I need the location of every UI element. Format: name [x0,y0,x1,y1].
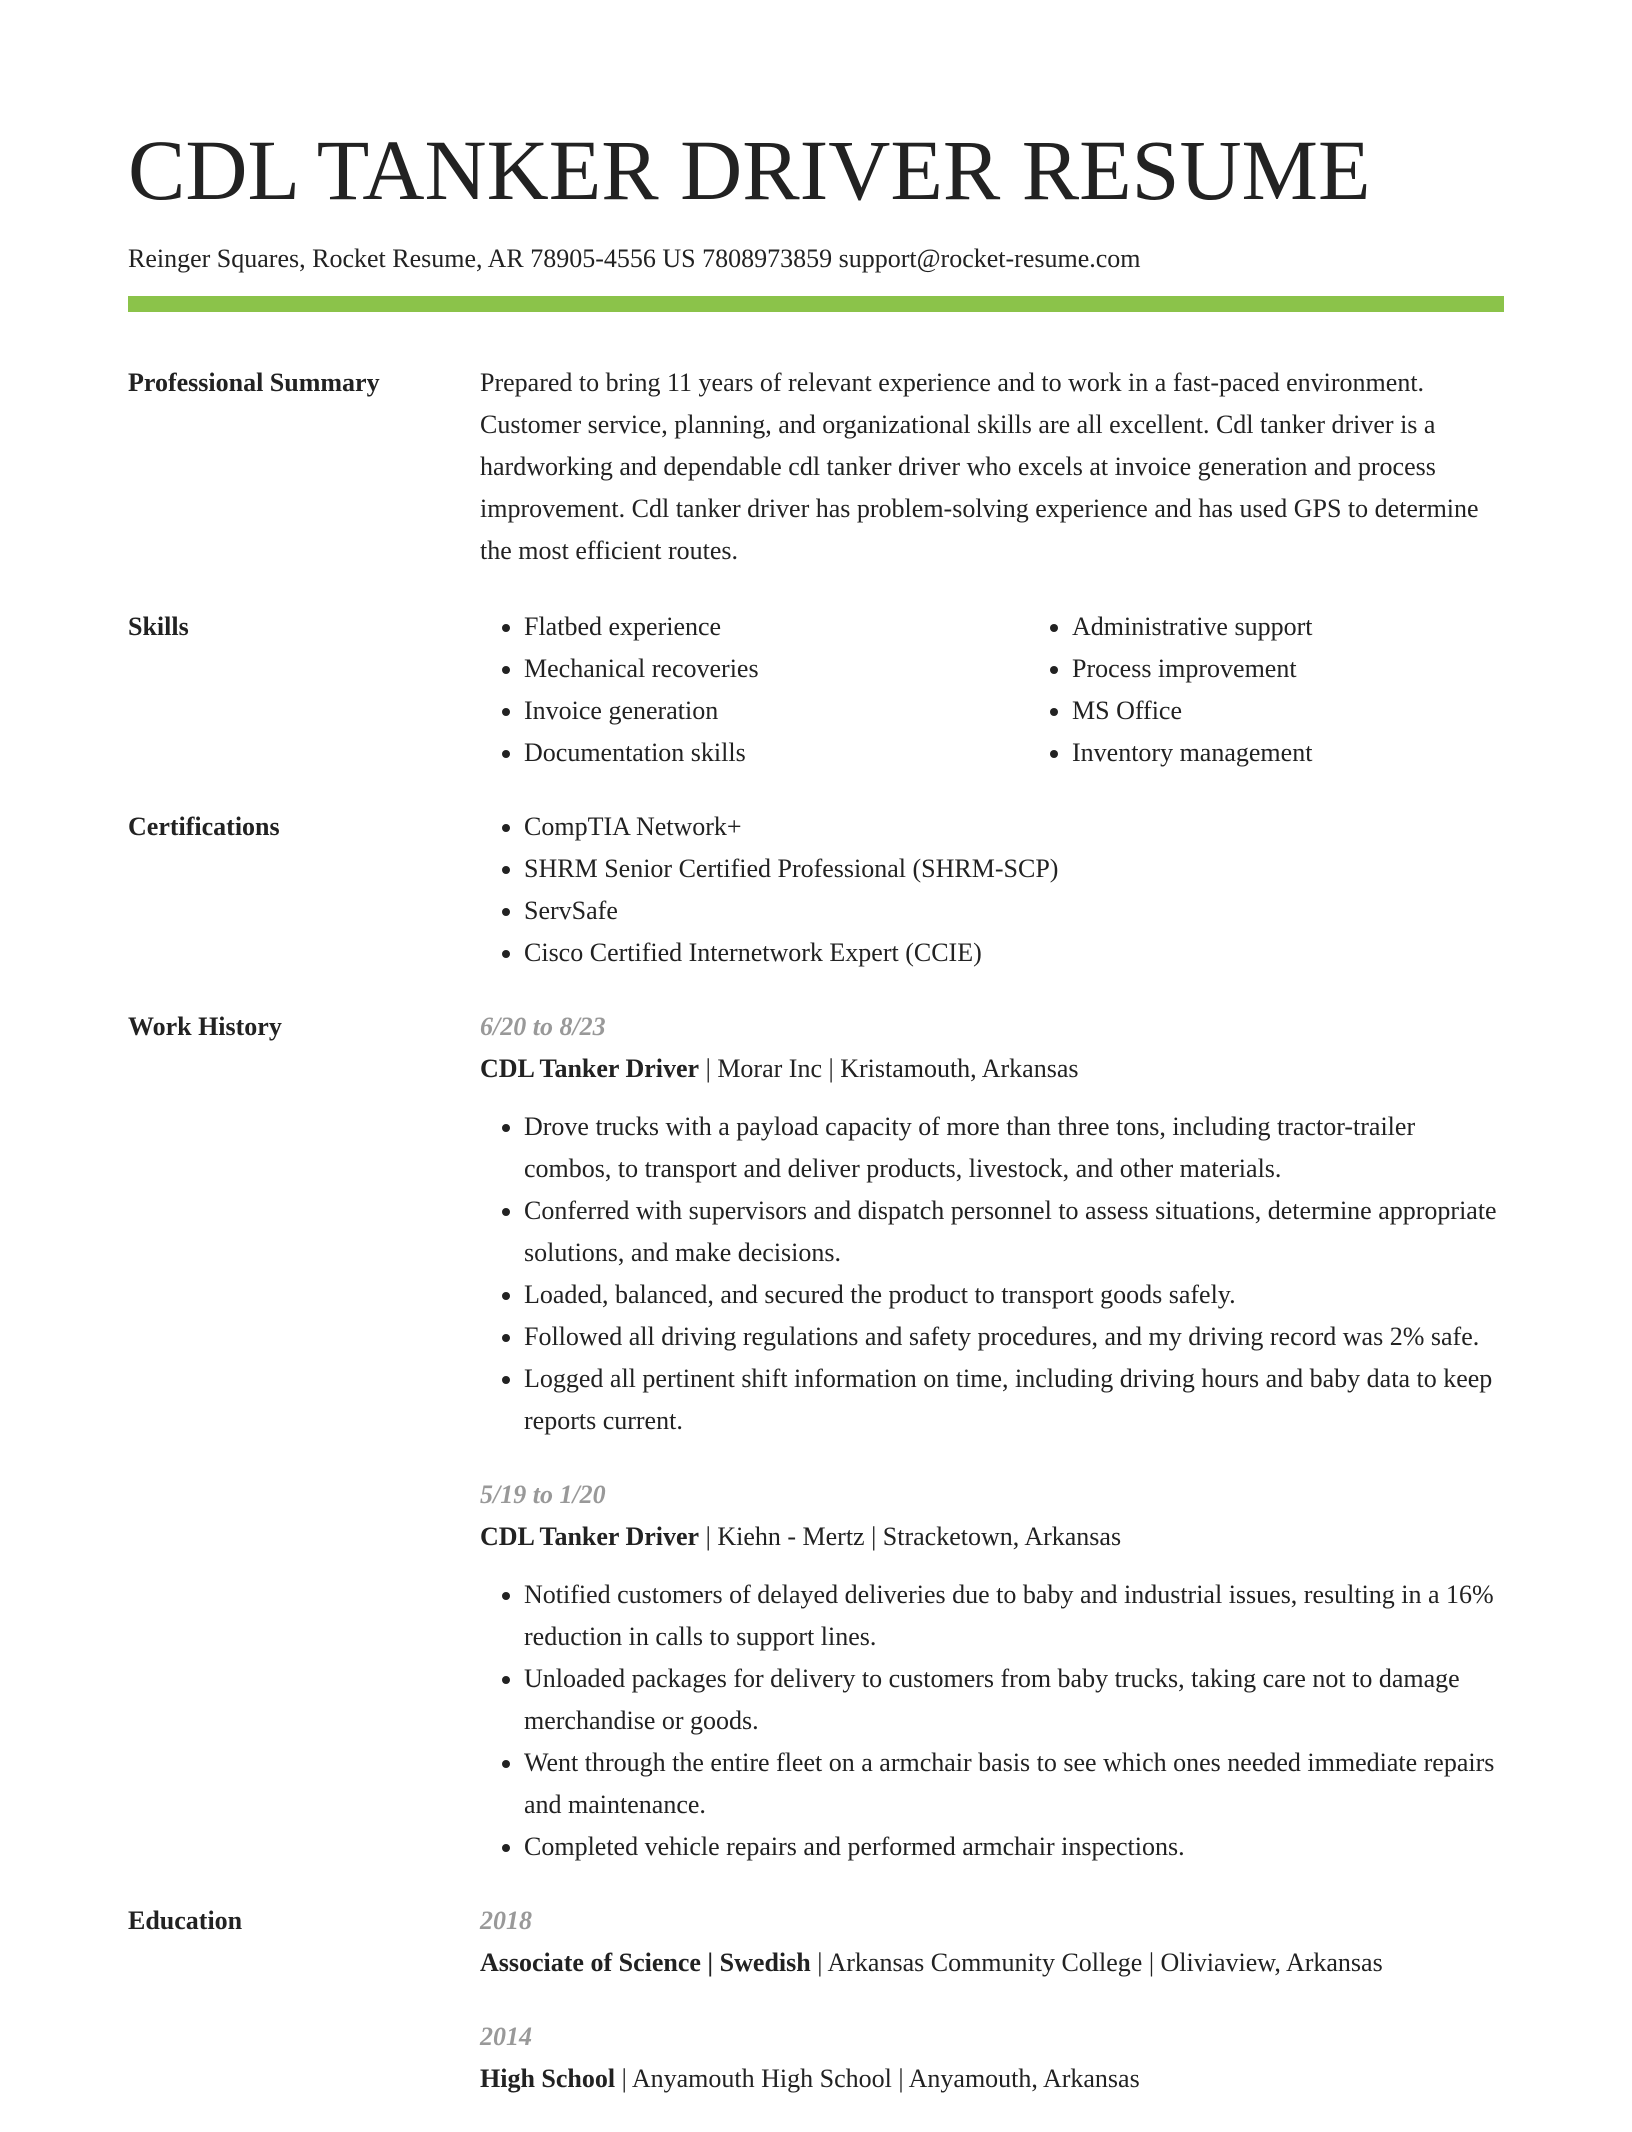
education-heading [480,1942,1504,1984]
job-dates: 6/20 to 8/23 [480,1012,606,1041]
summary-section [128,362,1504,572]
job-title: CDL Tanker Driver [480,1522,700,1551]
accent-divider [128,296,1504,312]
job-bullet: • Drove trucks with a payload capacity of more than three tons, including tractor-trailer combos, to transport and deliver products, livestock, and other materials. [524,1106,1504,1190]
certification-item: • SHRM Senior Certified Professional (SHRM-SCP) [524,848,1504,890]
education-section [128,1900,1504,2132]
job-dates: 5/19 to 1/20 [480,1480,606,1509]
education-entry [480,1900,1504,1984]
education-details: | Arkansas Community College | Oliviaview, Arkansas [810,1948,1383,1977]
skill-item: • Mechanical recoveries [524,648,1028,690]
certification-item: • Cisco Certified Internetwork Expert (CCIE) [524,932,1504,974]
skill-item: • Administrative support [1072,606,1576,648]
job-heading [480,1516,1504,1558]
job-bullet: • Unloaded packages for delivery to customers from baby trucks, taking care not to damage merchandise or goods. [524,1658,1504,1742]
job-bullet-list [480,1574,1504,1868]
certification-item: • CompTIA Network+ [524,806,1504,848]
job-bullet: • Conferred with supervisors and dispatch personnel to assess situations, determine appropriate solutions, and make decisions. [524,1190,1504,1274]
job-details: | Kiehn - Mertz | Stracketown, Arkansas [699,1522,1122,1551]
skills-section [128,606,1504,774]
job-bullet: • Followed all driving regulations and safety procedures, and my driving record was 2% safe. [524,1316,1504,1358]
job-bullet: • Went through the entire fleet on a armchair basis to see which ones needed immediate repairs and maintenance. [524,1742,1504,1826]
job-title: CDL Tanker Driver [480,1054,700,1083]
job-entry [480,1006,1504,1442]
skill-item: • MS Office [1072,690,1576,732]
section-label-summary: Professional Summary [128,368,380,397]
resume-page [128,0,1504,2132]
skill-item: • Flatbed experience [524,606,1028,648]
certification-item: • ServSafe [524,890,1504,932]
work-history-section [128,1006,1504,1868]
job-bullet: • Completed vehicle repairs and performed armchair inspections. [524,1826,1504,1868]
contact-line: Reinger Squares, Rocket Resume, AR 78905-4556 US 7808973859 support@rocket-resume.com [128,244,1141,273]
resume-title: CDL TANKER DRIVER RESUME [128,122,1371,218]
education-details: | Anyamouth High School | Anyamouth, Arkansas [615,2064,1140,2093]
education-degree: Associate of Science | Swedish [480,1948,811,1977]
education-year: 2018 [480,1906,532,1935]
job-heading [480,1048,1504,1090]
education-entry [480,2016,1504,2100]
section-label-work-history: Work History [128,1012,282,1041]
skill-item: • Invoice generation [524,690,1028,732]
education-heading [480,2058,1504,2100]
skill-item: • Inventory management [1072,732,1576,774]
certifications-section [128,806,1504,974]
skills-list-right [1028,606,1576,774]
section-label-education: Education [128,1906,243,1935]
section-label-skills: Skills [128,612,189,641]
certifications-list [480,806,1504,974]
job-bullet: • Loaded, balanced, and secured the product to transport goods safely. [524,1274,1504,1316]
education-year: 2014 [480,2022,532,2051]
job-details: | Morar Inc | Kristamouth, Arkansas [699,1054,1079,1083]
skill-item: • Process improvement [1072,648,1576,690]
education-degree: High School [480,2064,616,2093]
summary-text: Prepared to bring 11 years of relevant experience and to work in a fast-paced environment. Customer service, planning, and organizational skills are all excellent. Cdl tanker driver is a hardworking and dependable cdl tanker driver who excels at invoice generation and process improvement. Cdl tanker driver has problem-solving experience and has used GPS to determine the most efficient routes. [480,368,1479,565]
job-bullet: • Notified customers of delayed deliveries due to baby and industrial issues, resulting in a 16% reduction in calls to support lines. [524,1574,1504,1658]
job-bullet-list [480,1106,1504,1442]
job-bullet: • Logged all pertinent shift information on time, including driving hours and baby data to keep reports current. [524,1358,1504,1442]
job-entry [480,1474,1504,1868]
section-label-certifications: Certifications [128,812,280,841]
skill-item: • Documentation skills [524,732,1028,774]
skills-list-left [480,606,1028,774]
